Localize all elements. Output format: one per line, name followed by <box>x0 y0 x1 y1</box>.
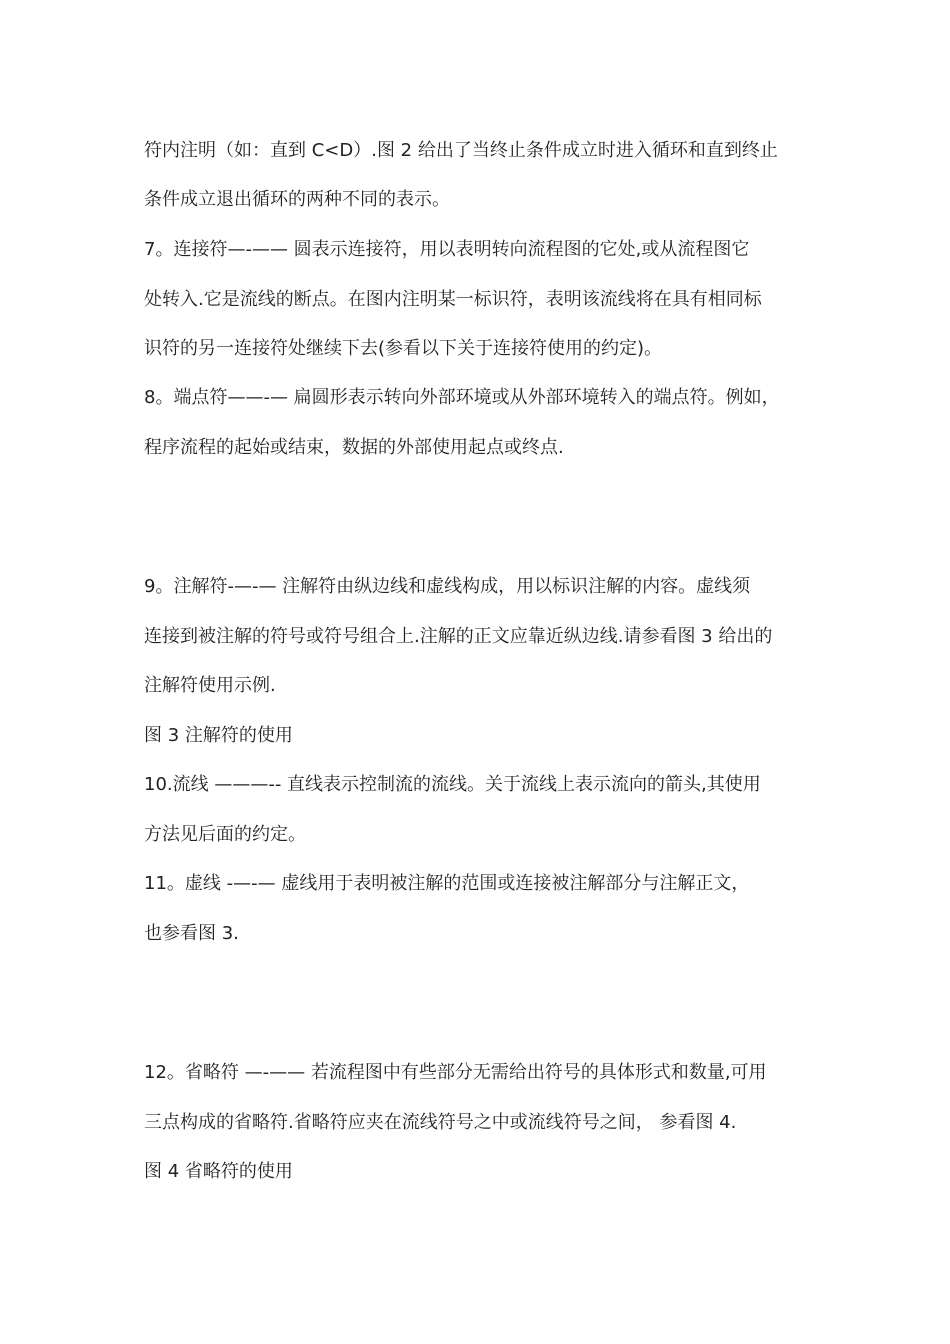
figure-caption: 图 3 注解符的使用 <box>144 725 293 746</box>
text-line: 11。虚线 -—-— 虚线用于表明被注解的范围或连接被注解部分与注解正文， <box>144 873 750 894</box>
text-line: 12。省略符 —-—— 若流程图中有些部分无需给出符号的具体形式和数量,可用 <box>144 1062 767 1083</box>
text-line: 连接到被注解的符号或符号组合上.注解的正文应靠近纵边线.请参看图 3 给出的 <box>144 626 773 647</box>
text-line: 8。端点符——-— 扁圆形表示转向外部环境或从外部环境转入的端点符。例如， <box>144 387 780 408</box>
text-line: 注解符使用示例. <box>144 675 276 696</box>
text-line: 也参看图 3. <box>144 923 239 944</box>
text-line: 7。连接符—-—— 圆表示连接符，用以表明转向流程图的它处,或从流程图它 <box>144 239 750 260</box>
text-line: 处转入.它是流线的断点。在图内注明某一标识符，表明该流线将在具有相同标 <box>144 289 762 310</box>
text-line: 程序流程的起始或结束，数据的外部使用起点或终点. <box>144 437 564 458</box>
text-line: 方法见后面的约定。 <box>144 824 306 845</box>
text-line: 条件成立退出循环的两种不同的表示。 <box>144 189 450 210</box>
text-line: 符内注明（如：直到 C<D）.图 2 给出了当终止条件成立时进入循环和直到终止 <box>144 140 778 161</box>
text-line: 10.流线 ———-- 直线表示控制流的流线。关于流线上表示流向的箭头,其使用 <box>144 774 761 795</box>
text-line: 9。注解符-—-— 注解符由纵边线和虚线构成，用以标识注解的内容。虚线须 <box>144 576 751 597</box>
figure-caption: 图 4 省略符的使用 <box>144 1161 293 1182</box>
text-line: 三点构成的省略符.省略符应夹在流线符号之中或流线符号之间， 参看图 4. <box>144 1112 737 1133</box>
text-line: 识符的另一连接符处继续下去(参看以下关于连接符使用的约定)。 <box>144 338 663 359</box>
